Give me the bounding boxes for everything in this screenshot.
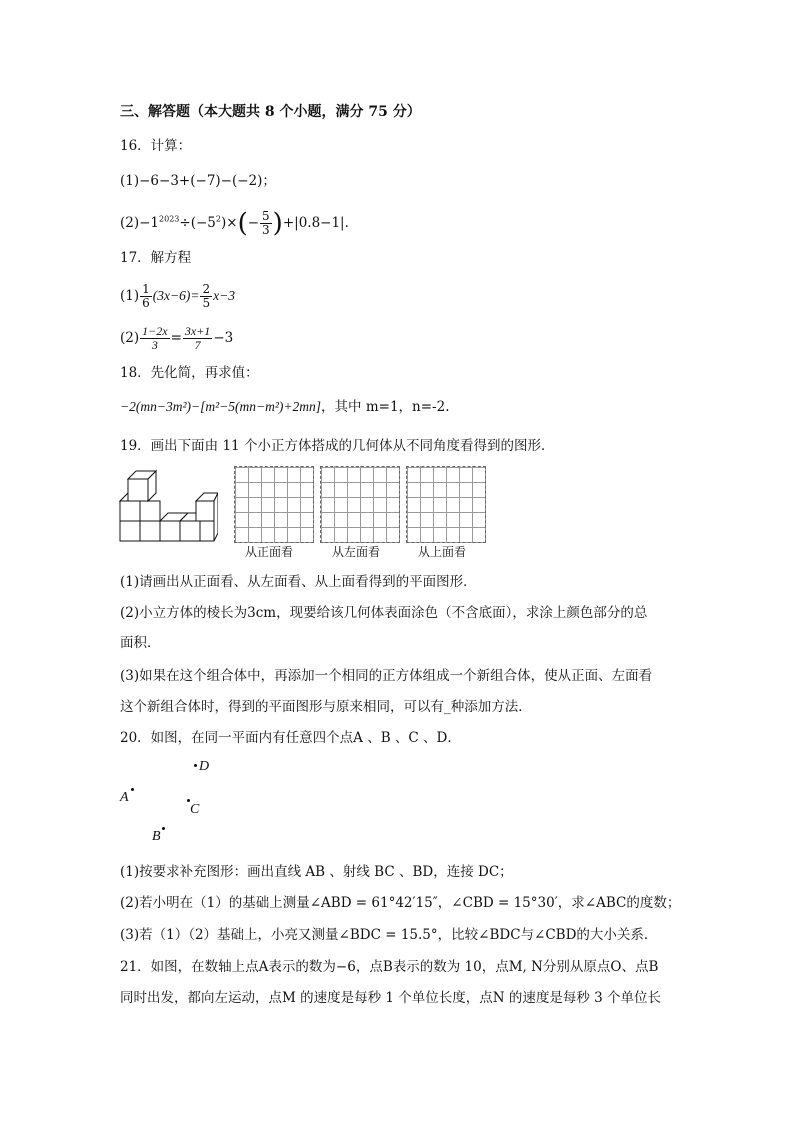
- top-view-grid: [406, 466, 486, 543]
- q16-p2-mid: ÷(−5: [179, 215, 216, 231]
- q17-p2-fraction1: $\frac{1-2x}{3}$: [142, 324, 168, 352]
- q19-part2-line1: (2)小立方体的棱长为3cm，现要给该几何体表面涂色（不含底面），求涂上颜色部分的总: [120, 605, 648, 621]
- q16-p2-fraction: $\frac{5}{3}$: [262, 209, 270, 237]
- q17-part2: (2) $\frac{1-2x}{3}$ = $\frac{3x+1}{7}$ −3: [120, 324, 234, 352]
- point-c-label: C: [190, 802, 200, 817]
- q18-expression: [120, 398, 450, 416]
- q20-part3: (3)若（1）（2）基础上，小亮又测量∠BDC = 15.5°，比较∠BDC与∠CBD的大小关系．: [120, 927, 658, 943]
- q19-part1: (1)请画出从正面看、从左面看、从上面看得到的平面图形．: [120, 574, 477, 590]
- q16-title: 16．计算：: [120, 138, 192, 154]
- q17-p2-fraction2: $\frac{3x+1}{7}$: [184, 324, 211, 352]
- q20-title: 20．如图，在同一平面内有任意四个点A 、B 、C 、D．: [120, 730, 461, 746]
- q20-part1: (1)按要求补充图形：画出直线 AB 、射线 BC 、BD，连接 DC；: [120, 864, 513, 880]
- cube-solid-figure: [118, 465, 218, 543]
- section-title: 三、解答题（本大题共 8 个小题，满分 75 分）: [120, 104, 421, 120]
- q17-title: 17．解方程: [120, 250, 192, 266]
- left-view-caption: 从左面看: [332, 545, 381, 559]
- q19-part3-line1: (3)如果在这个组合体中，再添加一个相同的正方体组成一个新组合体，使从正面、左面看: [120, 668, 653, 684]
- top-view-caption: 从上面看: [418, 545, 467, 559]
- q18-title: 18．先化简，再求值：: [120, 365, 259, 381]
- q21-line1: 21．如图，在数轴上点A表示的数为−6，点B表示的数为 10，点M, N分别从原点O、点B: [120, 959, 659, 975]
- q16-part2: $(2)-1^{2023}\div(-5^2)\times(-$ $\frac{5}{3}$ )+|0.8−1|.: [120, 208, 349, 239]
- q19-part2-line2: 面积．: [120, 635, 161, 651]
- left-view-grid: [320, 466, 400, 543]
- front-view-caption: 从正面看: [245, 545, 294, 559]
- q21-line2: 同时出发，都向左运动，点M 的速度是每秒 1 个单位长度，点N 的速度是每秒 3 个单位长: [120, 990, 662, 1006]
- q20-part2: (2)若小明在（1）的基础上测量∠ABD = 61°42′15″，∠CBD = 15°30′，求∠ABC的度数；: [120, 895, 681, 911]
- point-a-dot: [131, 788, 134, 791]
- q17-part1: (1) $\frac{1}{6}$ (3x−6)= $\frac{2}{5}$ x−3: [120, 282, 235, 310]
- q16-p2-tail: +|0.8−1|.: [282, 215, 349, 231]
- q19-part3-line2: 这个新组合体时，得到的平面图形与原来相同，可以有_种添加方法．: [120, 699, 532, 715]
- q16-p2-mid2: )×: [220, 215, 238, 231]
- point-b-dot: [162, 827, 165, 830]
- q17-p1-fraction2: $\frac{2}{5}$: [202, 282, 211, 310]
- q16-part1: (1)−6−3+(−7)−(−2)；: [120, 173, 276, 189]
- q16-p2-prefix: (2)−1: [120, 215, 160, 231]
- q16-p2-exponent: 2023: [159, 214, 180, 224]
- point-b-label: B: [152, 829, 161, 844]
- point-d-dot: [194, 764, 197, 767]
- q16-p2-exponent2: 2: [215, 214, 221, 224]
- point-a-label: A: [120, 790, 129, 805]
- point-d-label: D: [199, 759, 210, 774]
- q19-title: 19．画出下面由 11 个小正方体搭成的几何体从不同角度看得到的图形．: [120, 438, 555, 454]
- q18-expr: −2(mn−3m²)−[m²−5(mn−m²)+2mn]: [120, 399, 322, 414]
- q17-p1-fraction1: $\frac{1}{6}$: [142, 282, 150, 310]
- front-view-grid: [234, 466, 314, 543]
- q18-condition: ，其中 m=1，n=-2.: [321, 399, 450, 415]
